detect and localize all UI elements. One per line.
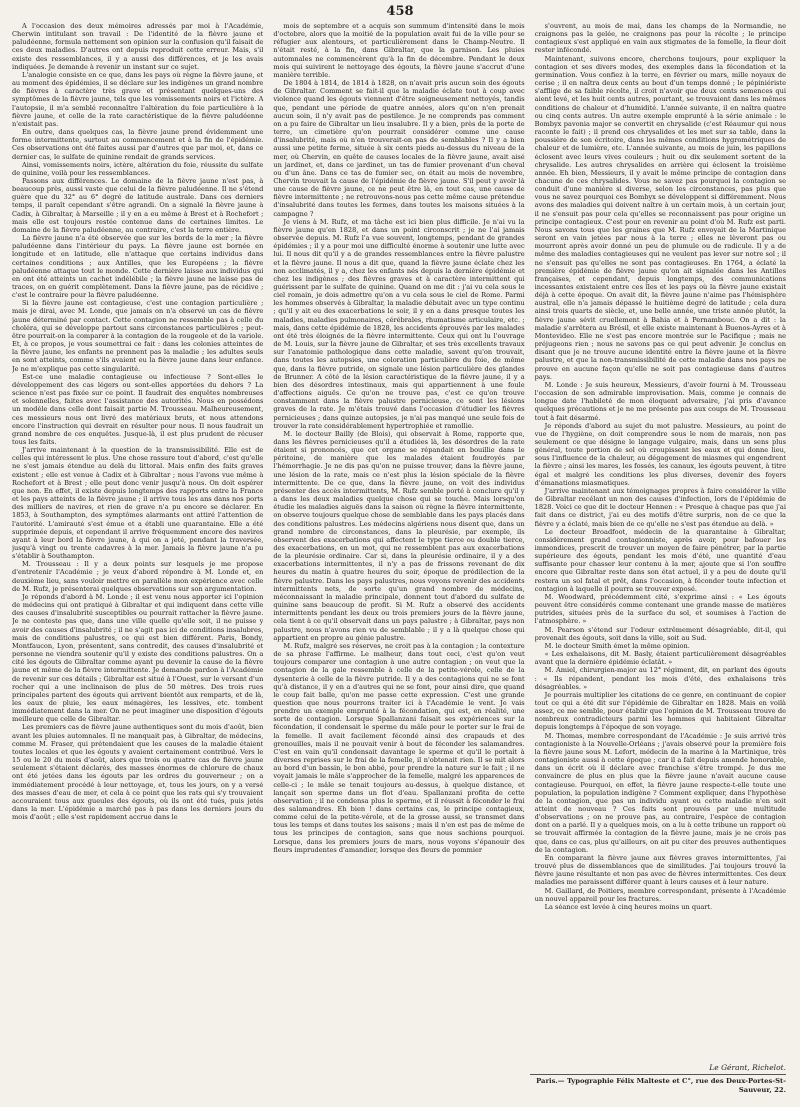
paragraph: Je pourrais multiplier les citations de ce genre, en continuant de copier tout ce qui a été dit sur l'épidémie de Gibraltar en 1828. Mais en voilà assez, ce me semble, pour établir que l'opinion de M. Trousseau trouve de nombreux contradicteurs parmi les hommes qui habitaient Gibraltar depuis longtemps à l'époque de son voyage. [534,690,786,732]
text-columns [12,22,786,1057]
paragraph: De 1804 à 1814, de 1814 à 1828, on n'avait pris aucun soin des égouts de Gibraltar. Comment se fait-il que la maladie éclate tout à coup avec violence quand les égouts viennent d'être soigneusement nettoyés, tandis que, pendant une période de quatre années, alors qu'on n'en prenait aucun soin, il n'y avait pas de pestilence. Je ne comprends pas comment on a pu faire de Gibraltar un lieu insalubre. Il y a bien, près de la porte de terre, un cimetière qu'on pourrait considérer comme une cause d'insalubrité, mais où n'en trouverait-on pas de semblables ? Il y a bien aussi une petite ferme, située à six cents pieds au-dessus du niveau de la mer, où Chervin, en quête de causes locales de la fièvre jaune, avait aisé un jardinet, et, dans ce jardinet, un tas de fumier provenant d'un cheval ou d'un âne. Dans ce tas de fumier sec, on était au mois de novembre, Chervin trouvait la cause de l'épidémie de fièvre jaune. S'il peut y avoir là une cause de fièvre jaune, ce ne peut être là, en tout cas, une cause de fièvre intermittente ; ne retrouvons-nous pas cette même cause prétendue d'insalubrité dans toutes les fermes, dans toutes les maisons situées à la campagne ? [273,79,525,218]
paragraph: M. le docteur Bailly (de Blois), qui observait à Rome, rapporte que, dans les fièvres pernicieuses qu'il a étudiées là, les désordres de la rate étaient si prononcés, que cet organe se répandait en bouillie dans le péritoine, de manière que les malades étaient foudroyés par l'hémorrhagie. Je ne dis pas qu'on ne puisse trouver, dans la fièvre jaune, une lésion de la rate, mais ce n'est plus la lésion spéciale de la fièvre intermittente. De ce que, dans la fièvre jaune, on voit des individus présenter des accès intermittents, M. Rufz semble porté à conclure qu'il y a dans les deux maladies quelque chose qui se touche. Mais lorsqu'on étudie les maladies aiguës dans la saison où règne la fièvre intermittente, on observe toujours quelque chose de semblable dans les pays placés dans des conditions palustres. Les médecins algériens nous disent que, dans un grand nombre de circonstances, dans la pleurésie, par exemple, ils observent des exacerbations qui affectent le type tierce ou double tierce, des exacerbations, en un mot, qui ne ressemblent pas aux exacerbations de la pleurésie ordinaire. Car si, dans la pleurésie ordinaire, il y a des exacerbations intermittentes, il n'y a pas de frissons revenant de dix heures du matin à quatre heures du soir, époque de prédilection de la fièvre palustre. Dans les pays palustres, nous voyons revenir des accidents intermittents nets, de sorte qu'un grand nombre de médecins, méconnaissant la maladie principale, donnent tout d'abord du sulfate de quinine sans beaucoup de profit. Si M. Rufz a observé des accidents intermittents pendant les deux ou trois premiers jours de la fièvre jaune, cela tient à ce qu'il observait dans un pays palustre ; à Gibraltar, pays non palustre, nous n'avons rien vu de semblable ; il y a là quelque chose qui appartient en propre au génie palustre. [273,429,525,642]
paragraph: En comparant la fièvre jaune aux fièvres graves intermittentes, j'ai trouvé plus de dissemblances que de similitudes. J'ai toujours trouvé la fièvre jaune résultante et non pas avec de fièvres intermittentes. Ces deux maladies me paraissent différer quant à leurs causes et à leur nature. [534,853,786,887]
paragraph: Maintenant, suivons encore, cherchons toujours, pour expliquer la contagion et ses divers modes, des exemples dans la fécondation et la germination. Vous confiez à la terre, en février ou mars, mille noyaux de cerise ; il en naîtra deux cents au bout d'un temps donné ; le pépiniériste s'afflige de sa faible récolte, il croit n'avoir que deux cents semences qui aient levé, et les huit cents autres, pourtant, se trouvaient dans les mêmes conditions de chaleur et d'humidité. L'année suivante, il en naîtra quatre ou cinq cents autres. Un autre exemple emprunté à la série animale : le Bombyx pavonia major se convertit en chrysalide (c'est Réaumur qui nous raconte le fait) ; il prend ces chrysalides et les met sur sa table, dans la poussière de son écritoire, dans les mêmes conditions hygrométriques de chaleur et de lumière, etc. L'année suivante, au mois de juin, les papillons éclosent avec leurs vives couleurs ; huit ou dix seulement sortent de la chrysalide. Les autres chrysalides en arrière qui éclosent la troisième année. Eh bien, Messieurs, il y avait le même principe de contagion dans chacune de ces chrysalides. Vous ne savez pas pourquoi la contagion se conduit d'une manière si diverse, selon les circonstances, pas plus que vous ne savez pourquoi ces Bombyx se développent si différemment. Nous avons des maladies qui doivent naître à un certain mois, à un certain jour, il ne s'ensuit pas pour cela qu'elles se reconnaissent pas pour origine un principe contagieux. C'est pour en revenir au point d'où M. Rufz est parti. Nous savons tous que les graines que M. Rufz envoyait de la Martinique seront en vain jetées par nous à la terre ; elles ne lèveront pas ou mourront après avoir donné un peu de plumule ou de radicule. Il y a de même des maladies contagieuses qui ne veulent pas lever sur notre sol ; il ne s'ensuit pas qu'elles ne sont pas contagieuses. En 1764, a éclaté la première épidémie de fièvre jaune qu'on ait signalée dans les Antilles françaises, et cependant, depuis longtemps, des communications incessantes existaient entre ces îles et les pays où la fièvre jaune existait déjà à cette époque. On avait dit, la fièvre jaune n'aime pas l'hémisphère austral, elle n'a jamais dépassé le huitième degré de latitude ; cela dura ainsi trois quarts de siècle, et, une belle année, une triste année plutôt, la fièvre jaune sévit cruellement à Bahia et à Pernambouc. On a dit : la maladie s'arrêtera au Brésil, et elle existe maintenant à Buenos-Ayres et à Montevideo. Elle ne s'est pas encore montrée sur le Pacifique ; mais ne préjugeons rien ; nous ne savons pas ce qui peut advenir. Je conclus en disant que je ne trouve aucune identité entre la fièvre jaune et la fièvre palustre, et que la non-transmissibilité de cette maladie dans nos pays ne prouve en aucune façon qu'elle ne soit pas contagieuse dans d'autres pays. [534,54,786,381]
printer-imprint: Paris.— Typographie Félix Malteste et C°, rue des Deux-Portes-St-Sauveur, 22. [536,1077,786,1094]
paragraph: A l'occasion des deux mémoires adressés par moi à l'Académie, Cherwin intitulant son travail : De l'identité de la fièvre jaune et paludéenne, formula nettement son opinion sur la confusion qu'il faisait de ces deux maladies. D'autres ont depuis reproduit cette erreur. Mais, s'il existe des ressemblances, il y a aussi des différences, et je les avais indiquées. Je demande à revenir un instant sur ce sujet. [12,22,264,71]
footer-rule [530,1074,786,1075]
paragraph: M. Thomas, membre correspondant de l'Académie : Je suis arrivé très contagioniste à la Nouvelle-Orléans ; j'avais observé pour la première fois la fièvre jaune sous M. Lefort, médecin de la marine à la Martinique, très contagioniste aussi à cette époque ; car il a fait depuis amende honorable, dans un écrit où il déclare avec franchise s'être trompé. Je dus me convaincre de plus en plus que la fièvre jaune n'avait aucune cause contagieuse. Pourquoi, en effet, la fièvre jaune respecte-t-elle toute une population, la population indigène ? Comment expliquer, dans l'hypothèse de la contagion, que pas un individu ayant eu cette maladie n'en soit atteint de nouveau ? Ces faits sont prouvés par une multitude d'observations ; on ne prouve pas, au contraire, l'espèce de contagion dont on a parlé. Il y a quelques mois, on a lu à cette tribune un rapport où se trouvait affirmée la contagion de la fièvre jaune, mais je ne crois pas que, dans ce cas, plus qu'ailleurs, on ait pu citer des preuves authentiques de la contagion. [534,731,786,854]
paragraph: « Les exhalaisons, dit M. Basly, étaient particulièrement désagréables avant que la dernière épidémie éclatât. » [534,650,786,667]
paragraph: En outre, dans quelques cas, la fièvre jaune prend évidemment une forme intermittente, surtout au commencement et à la fin de l'épidémie. Ces observations ont été faites aussi par d'autres que par moi, et, dans ce dernier cas, le sulfate de quinine rendait de grands services. [12,128,264,161]
paragraph: M. Pearson s'étend sur l'odeur extrêmement désagréable, dit-il, qui provenait des égouts, soit dans la ville, soit au Sud. [534,625,786,642]
paragraph: L'analogie consiste en ce que, dans les pays où règne la fièvre jaune, et au moment des épidémies, il se déclare sur les indigènes un grand nombre de fièvres à caractère très grave et présentant quelques-uns des symptômes de la fièvre jaune, tels que les vomissements noirs et l'ictère. A l'autopsie, il m'a semblé reconnaître l'altération du foie particulière à la fièvre jaune, et celle de la rate caractéristique de la fièvre paludéenne n'existait pas. [12,70,264,128]
paragraph: La fièvre jaune n'a été observée que sur les bords de la mer ; la fièvre paludéenne dans l'intérieur du pays. La fièvre jaune est bornée en longitude et en latitude, elle n'attaque que certains individus dans certaines conditions ; aux Antilles, que les Européens ; la fièvre paludéenne attaque tout le monde. Cette dernière laisse aux individus qui en ont été atteints un cachet indélébile ; la fièvre jaune ne laisse pas de traces, on en guérit complètement. Dans la fièvre jaune, pas de récidive ; c'est le contraire pour la fièvre paludéenne. [12,234,264,300]
paragraph: mois de septembre et a acquis son summum d'intensité dans le mois d'octobre, alors que la moitié de la population avait fui de la ville pour se réfugier aux alentours, et particulièrement dans le Champ-Neutre. Il n'était resté, à la fin, dans Gibraltar, que la garnison. Les pluies automnales ne commencèrent qu'à la fin de décembre. Pendant le deux mois qui suivirent le nettoyage des égouts, la fièvre jaune s'accrut d'une manière terrible. [273,22,525,79]
paragraph: Je viens à M. Rufz, et ma tâche est ici bien plus difficile. Je n'ai vu la fièvre jaune qu'en 1828, et dans un point circonscrit ; je ne l'ai jamais observée depuis. M. Rufz l'a vue souvent, longtemps, pendant de grandes épidémies ; il y a pour moi une difficulté énorme à soutenir une lutte avec lui. Il nous dit qu'il y a de grandes ressemblances entre la fièvre palustre et la fièvre jaune. Il nous a dit que, quand la fièvre jaune éclate chez les non acclimatés, il y a, chez les enfants nés depuis la dernière épidémie et chez les indigènes ; des fièvres graves et à caractère intermittent qui guérissent par le sulfate de quinine. Quand on me dit : j'ai vu cela sous le ciel romain, je dois admettre qu'on a vu cela sous le ciel de Rome. Parmi les hommes observés à Gibraltar, la maladie débutait avec un type continu ; qu'il y ait eu des exacerbations le soir, il y en a dans presque toutes les maladies, maladies pulmonaires, cérébrales, rhumatisme articulaire, etc. ; mais, dans cette épidémie de 1828, les accidents éprouvés par les malades ont été très éloignés de la fièvre intermittente. Ceux qui ont lu l'ouvrage de M. Louis, sur la fièvre jaune de Gibraltar, et ses très excellents travaux sur l'anatomie pathologique dans cette maladie, savent qu'on trouvait, dans toutes les autopsies, une coloration particulière du foie, de même que, dans la fièvre putride, on signale une lésion particulière des glandes de Brunner. A côté de la lésion caractéristique de la fièvre jaune, il y a bien des désordres intestinaux, mais qui appartiennent à une foule d'affections aiguës. Ce qu'on ne trouve pas, c'est ce qu'on trouve constamment dans la fièvre palustre pernicieuse, ce sont les lésions graves de la rate. Je m'étais trouvé dans l'occasion d'étudier les fièvres pernicieuses ; dans quinze autopsies, je n'ai pas manqué une seule fois de trouver la rate considérablement hypertrophiée et ramollie. [273,217,525,430]
paragraph: Je réponds d'abord au sujet du mot palustre. Messieurs, au point de vue de l'hygiène, on doit comprendre sous le nom de marais, non pas seulement ce que désigne le langage vulgaire, mais, dans un sens plus général, toute portion de sol où croupissent les eaux et qui donne lieu, sous l'influence de la chaleur, au dégagement de miasmes qui engendrent la fièvre ; ainsi les mares, les fossés, les canaux, les égouts peuvent, à titre égal et malgré les conditions les plus diverses, devenir des foyers d'émanations miasmatiques. [534,421,786,487]
paragraph: M. Londe : Je suis heureux, Messieurs, d'avoir fourni à M. Trousseau l'occasion de son admirable improvisation. Mais, comme je connais de longue date l'habileté de mon éloquent adversaire, j'ai pris d'avance quelques précautions et je ne me présente pas aux coups de M. Trousseau tout à fait désarmé. [534,380,786,422]
paragraph: Je réponds d'abord à M. Londe ; il est venu nous apporter ici l'opinion de médecins qui ont pratiqué à Gibraltar et qui indiquent dans cette ville des causes d'insalubrité susceptibles ou pourrait rattacher la fièvre jaune. Je ne conteste pas que, dans une ville quelle qu'elle soit, il ne puisse y avoir des causes d'insalubrité ; il ne s'agit pas ici de conditions insalubres, mais de conditions palustres, ce qui est bien différent. Paris, Bondy, Montfaucon, Lyon, présentent, sans contredit, des causes d'insalubrité et personne ne viendra soutenir qu'il y existe des conditions palustres. On a cité les égouts de Gibraltar comme ayant pu devenir la cause de la fièvre jaune et même de la fièvre intermittente. Je demande pardon à l'Académie de revenir sur ces détails ; Gibraltar est situé à l'Ouest, sur le versant d'un rocher qui a une inclinaison de plus de 50 mètres. Des trois rues principales partent des égouts qui arrivent bientôt aux remparts, et de là, les eaux de pluie, les eaux ménagères, les lessives, etc. tombent immédiatement dans la mer. On ne peut imaginer une disposition d'égouts meilleure que celle de Gibraltar. [12,592,264,724]
paragraph: J'arrive maintenant aux témoignages propres à faire considérer la ville de Gibraltar recélant un non des causes d'infection, lors de l'épidémie de 1828. Voici ce que dit le docteur Hennen : « Presque à chaque pas que j'ai fait dans ce district, j'ai eu des motifs d'être surpris, non de ce que la fièvre y a éclaté, mais bien de ce qu'elle ne s'est pas étendue au delà. » [534,486,786,528]
column-1 [12,22,263,1057]
paragraph: Le docteur Broadfoot, médecin de la quarantaine à Gibraltar, considèrement grand contagionniste, après avoir, pour bafouer les immondices, prescrit de trouver un moyen de faire pénétrer, par la partie supérieure des égouts, pendant les mois d'été, une quantité d'eau suffisante pour chasser leur contenu à la mer, ajoute que si l'on souffre encore que Gibraltar reste dans son état actuel, il y a peu de doute qu'il restera un sol fatal et prêt, dans l'occasion, à féconder toute infection et contagion à laquelle il pourra se trouver exposé. [534,527,786,593]
paragraph: M. Gaillard, de Poitiers, membre correspondant, présente à l'Académie un nouvel appareil pour les fractures. [534,886,786,903]
column-3 [535,22,786,1057]
paragraph: Si la fièvre jaune est contagieuse, c'est une contagion particulière ; mais je dirai, avec M. Londe, que jamais on n'a observé un cas de fièvre jaune déterminé par contact. Cette contagion ne ressemble pas à celle du choléra, qui se développe partout sans circonstances particulières ; peut-être pourrait-on la comparer à la contagion de la rougeole et de la variole. Et, à ce propos, je vous soumettrai ce fait : dans les colonies atteintes de la fièvre jaune, les enfants ne prennent pas la maladie ; les adultes seuls en sont atteints, comme s'ils avaient eu la fièvre jaune dans leur enfance. Je ne m'explique pas cette singularité. [12,299,264,373]
paragraph: Ainsi, vomissements noirs, ictère, altération du foie, réussite du sulfate de quinine, voilà pour les ressemblances. [12,160,264,177]
paragraph: M. le docteur Smith émet la même opinion. [544,641,690,650]
paragraph: M. Rufz, malgré ses réserves, ne croit pas à la contagion ; la contexture de sa phrase l'affirme. Le malheur, dans tout ceci, c'est qu'on veut toujours comparer une contagion à une autre contagion ; on veut que la contagion de la gale ressemble à celle de la petite-vérole, celle de la dysenterie à celle de la fièvre putride. Il y a des contagions qui ne se font qu'à distance, il y en a d'autres qui ne se font, pour ainsi dire, que quand le coup fait balle, qu'on me passe cette expression. C'est une grande question que nous pourrons traiter ici à l'Académie le vent. Je vais prendre un exemple emprunté à la fécondation, qui est, en réalité, une sorte de contagion. Lorsque Spallanzani faisait ses expériences sur la fécondation, il condensait le sperme du mâle pour le porter sur le frai de la femelle. Il avait facilement fécondé ainsi des crapauds et des grenouilles, mais il ne pouvait venir à bout de féconder les salamandres. C'est en vain qu'il condensait davantage le sperme et qu'il le portait à diverses reprises sur le frai de la femelle, il n'obtenait rien. Il se mit alors au bord d'un bassin, le bon abbé, pour prendre la nature sur le fait ; il ne voyait jamais le mâle s'approcher de la femelle, malgré les apparences de celle-ci ; le mâle se tenait toujours au-dessus, à quelque distance, et lançait son sperme dans un flot d'eau. Spallanzani profita de cette observation ; il ne condensa plus le sperme, et il réussit à féconder le frai des salamandres. Eh bien ! dans certains cas, le principe contagieux, comme celui de la petite-vérole, et de la grosse aussi, se transmet dans tous les temps et dans toutes les saisons ; mais il n'en est pas de même de tous les principes de contagion, sans que nous sachions pourquoi. Lorsque, dans les premiers jours de mars, nous voyons s'épanouir des fleurs imprudentes d'amandier, lorsque des fleurs de pommier [273,641,525,854]
paragraph: M. Amiel, chirurgien-major au 12° régiment, dit, en parlant des égouts : « Ils répandent, pendant les mois d'été, des exhalaisons très désagréables. » [534,666,786,691]
paragraph: s'ouvrent, au mois de mai, dans les champs de la Normandie, ne craignons pas la gelée, ne craignons pas pour la récolte ; le principe contagieux s'est appliqué en vain aux stigmates de la femelle, la fleur doit rester infécondé. [534,22,786,55]
gerant-signature: Le Gérant, Richelot. [709,1063,786,1072]
paragraph: Passons aux différences. Le domaine de la fièvre jaune n'est pas, à beaucoup près, aussi vaste que celui de la fièvre paludéenne. Il ne s'étend guère que du 32° au 6° degré de latitude australe. Dans ces derniers temps, il paraît cependant s'être agrandi. On a signalé la fièvre jaune à Cadix, à Gibraltar, à Marseille ; il y en a eu même à Brest et à Rochefort ; mais elle est toujours restée contenue dans de certaines limites. Le domaine de la fièvre paludéenne, au contraire, c'est la terre entière. [12,176,264,234]
column-2 [273,22,524,1057]
paragraph: M. Woodward, précédemment cité, s'exprime ainsi : « Les égouts peuvent être considérés comme contenant une grande masse de matières putrides, situées près de la surface du sol, et soumises à l'action de l'atmosphère. » [534,592,786,626]
paragraph: La séance est levée à cinq heures moins un quart. [544,902,713,911]
page-number: 458 [386,4,414,19]
paragraph: J'arrive maintenant à la question de la transmissibilité. Elle est de celles qui intéressent le plus. Une chose rassure tout d'abord, c'est qu'elle ne s'est jamais étendue au delà du littoral. Mais enfin des faits graves existent ; elle est venue à Cadix et à Gibraltar ; nous l'avons vue même à Rochefort et à Brest ; elle peut donc venir jusqu'à nous. On doit espérer que non. En effet, il existe depuis longtemps des rapports entre la France et les pays atteints de la fièvre jaune ; il arrive tous les ans dans nos ports des milliers de navires, et rien de grave n'a pu encore se déclarer. En 1853, à Southampton, des symptômes alarmants ont attiré l'attention de l'autorité. L'amirauté s'est émue et a établi une quarantaine. Elle a été supprimée depuis, et cependant il arrive fréquemment encore des navires ayant à leur bord la fièvre jaune, à qui on a jeté, pendant la traversée, jusqu'à vingt ou trente cadavres à la mer. Jamais la fièvre jaune n'a pu s'établir à Southampton. [12,446,264,561]
paragraph: Les premiers cas de fièvre jaune authentiques sont du mois d'août, bien avant les pluies automnales. Il ne manquait pas, à Gibraltar, de médecins, comme M. Fraser, qui prétendaient que les causes de la maladie étaient toutes locales et que les égouts y avaient certainement contribué. Vers le 15 ou le 20 du mois d'août, alors que trois ou quatre cas de fièvre jaune seulement s'étaient déclarés, des masses énormes de chlorure de chaux ont été jetées dans les égouts par les ordres du gouverneur ; on a immédiatement procédé à leur nettoyage, et, tous les jours, on y a versé des masses d'eau de mer, et cela à ce point que les rats qui s'y trouvaient accouraient tous aux gueules des égouts, où ils ont été tués, puis jetés dans la mer. L'épidémie a marché pas à pas dans les derniers jours du mois d'août ; elle s'est rapidement accrue dans le [12,723,264,822]
paragraph: M. Trousseau : Il y a deux points sur lesquels je me propose d'entretenir l'Académie ; je veux d'abord répondre à M. Londe et, en deuxième lieu, sans vouloir mettre en parallèle mon expérience avec celle de M. Rufz, je présenterai quelques observations sur son argumentation. [12,560,264,593]
paragraph: Est-ce une maladie contagieuse ou infectieuse ? Sont-elles le développement des cas légers ou sont-elles apportées du dehors ? La science n'est pas fixée sur ce point. Il faudrait des enquêtes nombreuses et solennelles, faites avec l'assistance des autorités. Nous en possédons un modèle dans celle dont faisait partie M. Trousseau. Malheureusement, ces messieurs nous ont livré des matériaux bruts, et nous attendons encore l'instruction qui devrait en résulter pour nous. Il nous faudrait un grand nombre de ces enquêtes. Jusque-là, il est plus prudent de récuser tous les faits. [12,372,264,446]
